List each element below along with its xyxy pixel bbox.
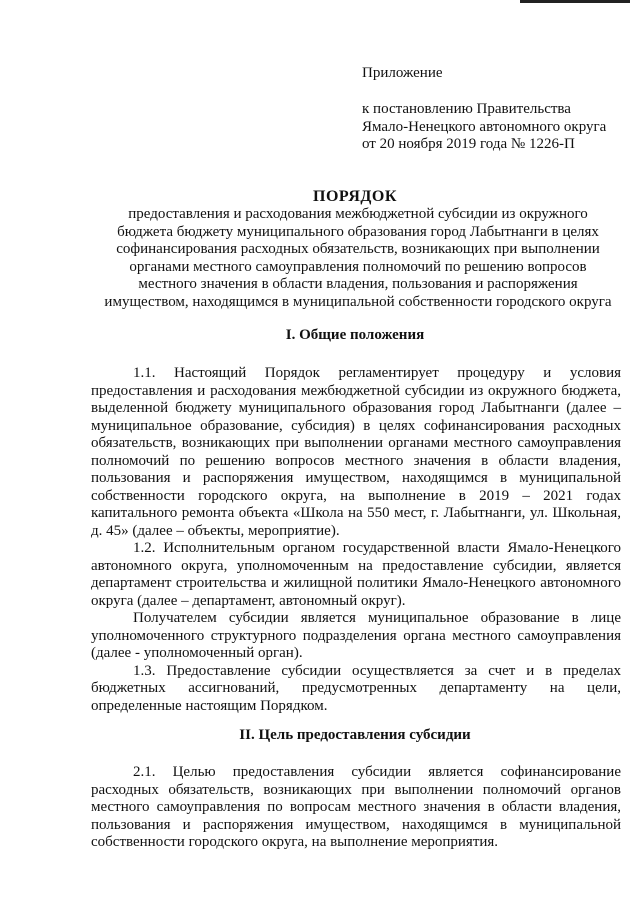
paragraph-1-3: 1.3. Предоставление субсидии осуществляется за счет и в пределах бюджетных ассигнований, предусмотренных департаменту на цели, определенные настоящим Порядком. [91,662,621,714]
subtitle-line: местного значения в области владения, пользования и распоряжения [138,276,578,292]
section-2-heading: II. Цель предоставления субсидии [239,727,471,743]
subtitle-line: предоставления и расходования межбюджетной субсидии из окружного [128,206,588,222]
paragraph-1-1: 1.1. Настоящий Порядок регламентирует процедуру и условия предоставления и расходования межбюджетной субсидии из окружного бюджета, выделенной бюджету муниципального образования город Лабытнанги (далее – муниципальное образование, субсидия) в целях софинансирования расходных обязательств, возникающих при выполнении органами местного самоуправления полномочий по решению вопросов местного значения в области владения, пользования и распоряжения имуществом, находящимся в муниципальной собственности городского округа, на выполнение в 2019 – 2021 годах капитального ремонта объекта «Школа на 550 мест, г. Лабытнанги, ул. Школьная, д. 45» (далее – объекты, мероприятие). [91,365,621,539]
section-1-body [91,365,621,715]
appendix-label: Приложение [362,65,443,81]
section-2-body [91,764,621,852]
document-title: ПОРЯДОК [313,188,397,205]
document-subtitle [88,206,628,311]
subtitle-line: органами местного самоуправления полномочий по решению вопросов [129,258,587,275]
subtitle-line: софинансирования расходных обязательств, возникающих при выполнении [116,241,600,257]
paragraph-1-2: 1.2. Исполнительным органом государственной власти Ямало-Ненецкого автономного округа, уполномоченным на предоставление субсидии, является департамент строительства и жилищной политики Ямало-Ненецкого автономного округа (далее – департамент, автономный округ). [91,540,621,609]
appendix-block [362,65,622,83]
appendix-line-3: от 20 ноября 2019 года № 1226-П [362,136,575,152]
appendix-line-2: Ямало-Ненецкого автономного округа [362,118,607,135]
subtitle-line: имуществом, находящимся в муниципальной собственности городского округа [104,293,612,310]
section-1-heading: I. Общие положения [285,327,425,343]
paragraph-2-1: 2.1. Целью предоставления субсидии является софинансирование расходных обязательств, возникающих при выполнении полномочий органов местного самоуправления по вопросам местного значения в области владения, пользования и распоряжения имуществом, находящимся в муниципальной собственности городского округа, на выполнение мероприятия. [91,764,621,850]
appendix-line-1: к постановлению Правительства [362,101,571,117]
subtitle-line: бюджета бюджету муниципального образования город Лабытнанги в целях [117,223,599,240]
paragraph-1-2-recipient: Получателем субсидии является муниципальное образование в лице уполномоченного структурного подразделения органа местного самоуправления (далее - уполномоченный орган). [91,610,621,661]
top-edge-line [520,0,630,3]
appendix-reference [362,101,622,154]
